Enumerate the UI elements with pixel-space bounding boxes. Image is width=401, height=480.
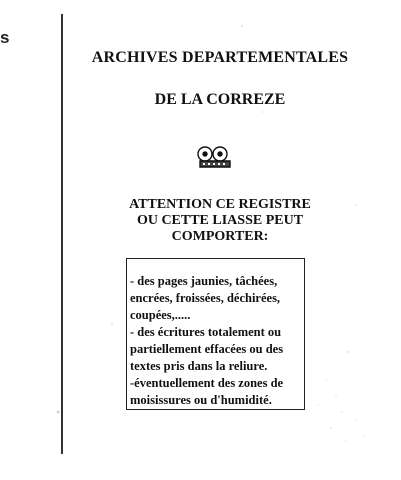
warning-line-2: OU CETTE LIASSE PEUT	[136, 213, 304, 228]
archive-title-line2: DE LA CORREZE	[154, 91, 286, 108]
warning-line-1: ATTENTION CE REGISTRE	[129, 197, 311, 212]
warning-heading	[110, 197, 330, 245]
notice-box	[126, 258, 305, 410]
binding-edge-line	[61, 14, 63, 454]
notice-item: - des pages jaunies, tâchées, encrées, froissées, déchirées, coupées,.....	[130, 274, 281, 322]
notice-item: - des écritures totalement ou partiellement effacées ou des textes pris dans la reliure.	[130, 325, 284, 373]
archive-title-line1: ARCHIVES DEPARTEMENTALES	[91, 49, 349, 66]
edge-letter: s	[0, 28, 10, 47]
film-reel-icon	[196, 143, 232, 169]
notice-item: -éventuellement des zones de moisissures ou d'humidité.	[130, 376, 284, 407]
warning-line-3: COMPORTER:	[171, 229, 269, 244]
